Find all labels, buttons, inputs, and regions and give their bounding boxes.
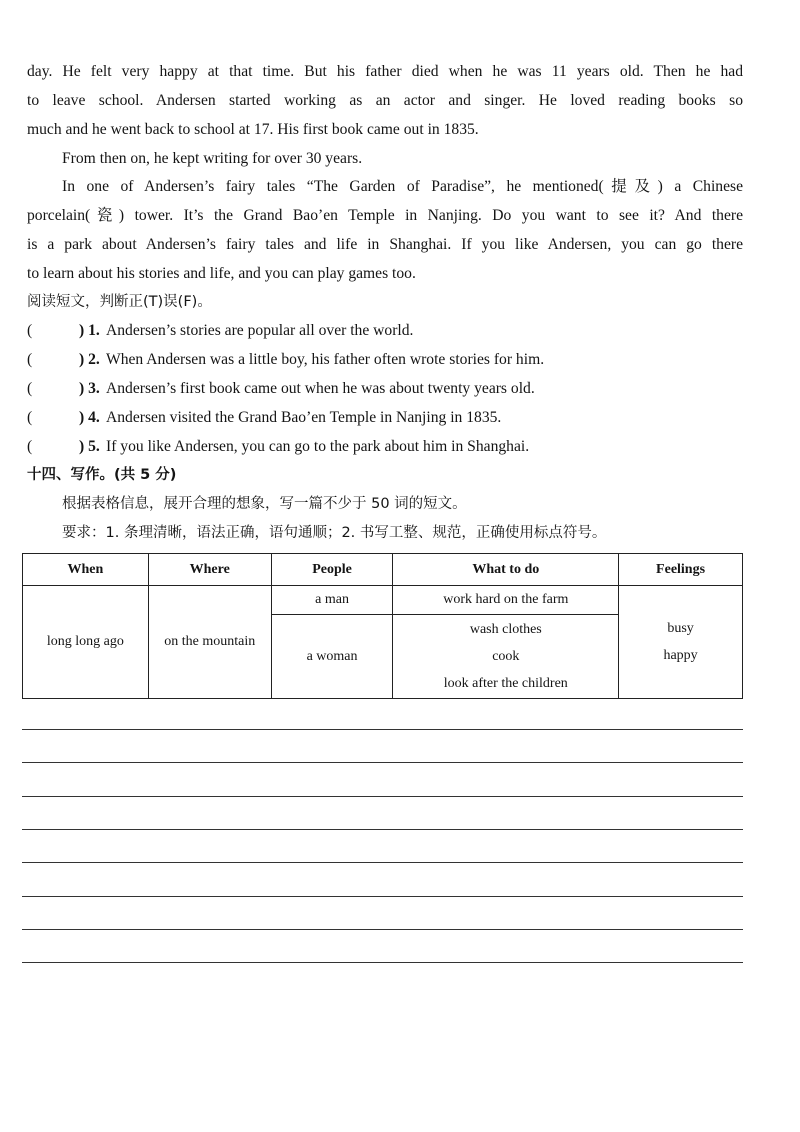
table-header-row bbox=[23, 554, 743, 586]
passage-line-2: to leave school. Andersen started working as an actor and singer. He loved reading books so bbox=[27, 92, 743, 109]
writing-heading: 十四、写作。(共 5 分) bbox=[27, 467, 177, 483]
feeling-happy: happy bbox=[663, 648, 698, 663]
passage-line-5: In one of Andersen’s fairy tales “The Garden of Paradise”, he mentioned(提及) a Chinese bbox=[62, 178, 743, 195]
question-number: ) 1. bbox=[79, 322, 100, 339]
question-text: Andersen visited the Grand Bao’en Temple in Nanjing in 1835. bbox=[106, 409, 502, 426]
writing-line[interactable] bbox=[22, 929, 743, 930]
header-what-to-do: What to do bbox=[393, 554, 619, 586]
question-text: If you like Andersen, you can go to the park about him in Shanghai. bbox=[106, 438, 530, 455]
woman-task-cook: cook bbox=[492, 649, 520, 664]
passage-line-3: much and he went back to school at 17. His first book came out in 1835. bbox=[27, 121, 479, 138]
header-where: Where bbox=[148, 554, 271, 586]
question-number: ) 3. bbox=[79, 380, 100, 397]
table-row bbox=[23, 586, 743, 615]
question-number: ) 4. bbox=[79, 409, 100, 426]
answer-blank[interactable]: ( bbox=[27, 322, 33, 339]
passage-line-8: to learn about his stories and life, and you can play games too. bbox=[27, 265, 416, 282]
woman-task-wash: wash clothes bbox=[469, 622, 542, 637]
woman-task-children: look after the children bbox=[443, 676, 568, 691]
header-people: People bbox=[271, 554, 393, 586]
writing-instruction: 根据表格信息，展开合理的想象，写一篇不少于 50 词的短文。 bbox=[62, 496, 467, 512]
passage-line-7: is a park about Andersen’s fairy tales and life in Shanghai. If you like Andersen, you can go there bbox=[27, 236, 743, 253]
writing-line[interactable] bbox=[22, 762, 743, 763]
answer-blank[interactable]: ( bbox=[27, 409, 33, 426]
cell-people-man: a man bbox=[271, 586, 393, 615]
answer-blank[interactable]: ( bbox=[27, 351, 33, 368]
question-number: ) 5. bbox=[79, 438, 100, 455]
cell-when: long long ago bbox=[23, 586, 149, 699]
cell-feelings bbox=[619, 586, 743, 699]
info-table bbox=[22, 553, 743, 699]
tf-instruction: 阅读短文，判断正(T)误(F)。 bbox=[27, 294, 212, 310]
writing-line[interactable] bbox=[22, 962, 743, 963]
cell-where: on the mountain bbox=[148, 586, 271, 699]
writing-requirement: 要求：1. 条理清晰，语法正确，语句通顺；2. 书写工整、规范，正确使用标点符号。 bbox=[62, 525, 607, 541]
header-when: When bbox=[23, 554, 149, 586]
header-feelings: Feelings bbox=[619, 554, 743, 586]
cell-man-task: work hard on the farm bbox=[393, 586, 619, 615]
passage-line-1: day. He felt very happy at that time. But his father died when he was 11 years old. Then he had bbox=[27, 63, 743, 80]
passage-line-6: porcelain(瓷) tower. It’s the Grand Bao’en Temple in Nanjing. Do you want to see it? And there bbox=[27, 207, 743, 224]
answer-blank[interactable]: ( bbox=[27, 438, 33, 455]
writing-line[interactable] bbox=[22, 729, 743, 730]
question-text: When Andersen was a little boy, his father often wrote stories for him. bbox=[106, 351, 545, 368]
question-text: Andersen’s stories are popular all over the world. bbox=[106, 322, 414, 339]
passage-line-4: From then on, he kept writing for over 30 years. bbox=[62, 150, 363, 167]
cell-woman-tasks bbox=[393, 615, 619, 699]
writing-line[interactable] bbox=[22, 862, 743, 863]
writing-line[interactable] bbox=[22, 796, 743, 797]
feeling-busy: busy bbox=[667, 621, 694, 636]
writing-line[interactable] bbox=[22, 896, 743, 897]
writing-line[interactable] bbox=[22, 829, 743, 830]
cell-people-woman: a woman bbox=[271, 615, 393, 699]
question-text: Andersen’s first book came out when he was about twenty years old. bbox=[106, 380, 535, 397]
question-number: ) 2. bbox=[79, 351, 100, 368]
answer-blank[interactable]: ( bbox=[27, 380, 33, 397]
